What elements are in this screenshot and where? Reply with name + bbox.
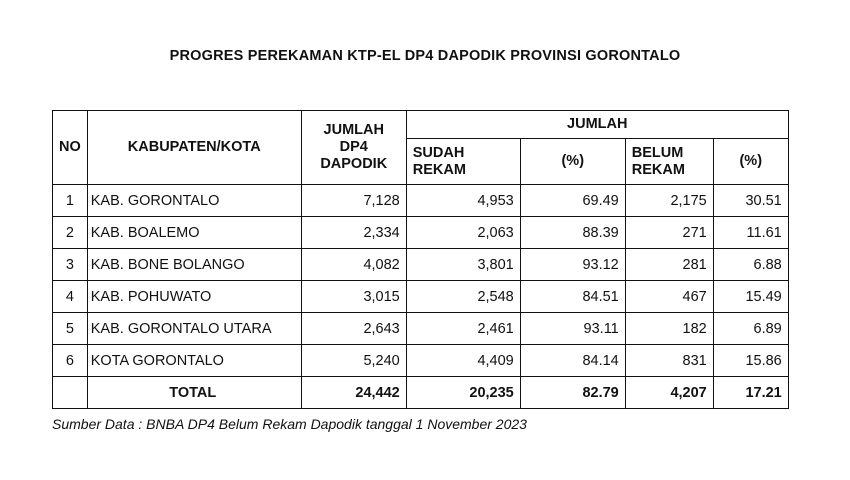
cell-jumlah-dp4: 2,334: [301, 217, 406, 249]
cell-belum-rekam: 831: [625, 345, 713, 377]
page-title: PROGRES PEREKAMAN KTP-EL DP4 DAPODIK PROVINSI GORONTALO: [169, 48, 681, 64]
cell-jumlah-dp4: 3,015: [301, 281, 406, 313]
data-table: [52, 110, 789, 409]
cell-kabupaten: KAB. BONE BOLANGO: [87, 249, 301, 281]
total-label: TOTAL: [87, 377, 301, 409]
cell-jumlah-dp4: 4,082: [301, 249, 406, 281]
cell-jumlah-dp4: 2,643: [301, 313, 406, 345]
cell-belum-rekam: 271: [625, 217, 713, 249]
total-pct-sudah: 82.79: [520, 377, 625, 409]
total-jumlah-dp4: 24,442: [301, 377, 406, 409]
cell-kabupaten: KAB. GORONTALO UTARA: [87, 313, 301, 345]
cell-belum-rekam: 2,175: [625, 185, 713, 217]
table-row: [53, 249, 789, 281]
cell-no: 2: [53, 217, 88, 249]
total-sudah-rekam: 20,235: [406, 377, 520, 409]
header-kabupaten: KABUPATEN/KOTA: [87, 111, 301, 185]
cell-sudah-rekam: 3,801: [406, 249, 520, 281]
cell-pct-belum: 11.61: [713, 217, 788, 249]
header-belum-rekam: BELUM REKAM: [625, 139, 713, 185]
cell-pct-belum: 15.86: [713, 345, 788, 377]
cell-pct-belum: 6.88: [713, 249, 788, 281]
table-row: [53, 185, 789, 217]
header-row-1: [53, 111, 789, 139]
cell-no: 6: [53, 345, 88, 377]
cell-jumlah-dp4: 7,128: [301, 185, 406, 217]
table-row: [53, 313, 789, 345]
cell-belum-rekam: 182: [625, 313, 713, 345]
cell-sudah-rekam: 4,409: [406, 345, 520, 377]
cell-jumlah-dp4: 5,240: [301, 345, 406, 377]
cell-pct-sudah: 84.14: [520, 345, 625, 377]
header-jumlah: JUMLAH: [406, 111, 788, 139]
cell-kabupaten: KAB. BOALEMO: [87, 217, 301, 249]
cell-no: 3: [53, 249, 88, 281]
total-pct-belum: 17.21: [713, 377, 788, 409]
cell-pct-sudah: 93.12: [520, 249, 625, 281]
cell-kabupaten: KAB. GORONTALO: [87, 185, 301, 217]
cell-sudah-rekam: 2,063: [406, 217, 520, 249]
cell-belum-rekam: 281: [625, 249, 713, 281]
total-belum-rekam: 4,207: [625, 377, 713, 409]
cell-pct-sudah: 88.39: [520, 217, 625, 249]
cell-kabupaten: KAB. POHUWATO: [87, 281, 301, 313]
cell-no-empty: [53, 377, 88, 409]
cell-kabupaten: KOTA GORONTALO: [87, 345, 301, 377]
cell-pct-belum: 15.49: [713, 281, 788, 313]
cell-pct-sudah: 69.49: [520, 185, 625, 217]
header-pct-sudah: (%): [520, 139, 625, 185]
table-body: [53, 185, 789, 409]
cell-pct-belum: 30.51: [713, 185, 788, 217]
cell-no: 1: [53, 185, 88, 217]
cell-pct-belum: 6.89: [713, 313, 788, 345]
source-note: Sumber Data : BNBA DP4 Belum Rekam Dapodik tanggal 1 November 2023: [52, 416, 527, 432]
cell-sudah-rekam: 2,548: [406, 281, 520, 313]
header-no: NO: [53, 111, 88, 185]
header-jumlah-dp4: JUMLAH DP4 DAPODIK: [301, 111, 406, 185]
cell-belum-rekam: 467: [625, 281, 713, 313]
total-row: [53, 377, 789, 409]
cell-sudah-rekam: 4,953: [406, 185, 520, 217]
cell-no: 5: [53, 313, 88, 345]
table-row: [53, 217, 789, 249]
table-row: [53, 345, 789, 377]
table-header: [53, 111, 789, 185]
table-row: [53, 281, 789, 313]
header-sudah-rekam: SUDAH REKAM: [406, 139, 520, 185]
cell-pct-sudah: 93.11: [520, 313, 625, 345]
cell-pct-sudah: 84.51: [520, 281, 625, 313]
header-pct-belum: (%): [713, 139, 788, 185]
cell-no: 4: [53, 281, 88, 313]
cell-sudah-rekam: 2,461: [406, 313, 520, 345]
